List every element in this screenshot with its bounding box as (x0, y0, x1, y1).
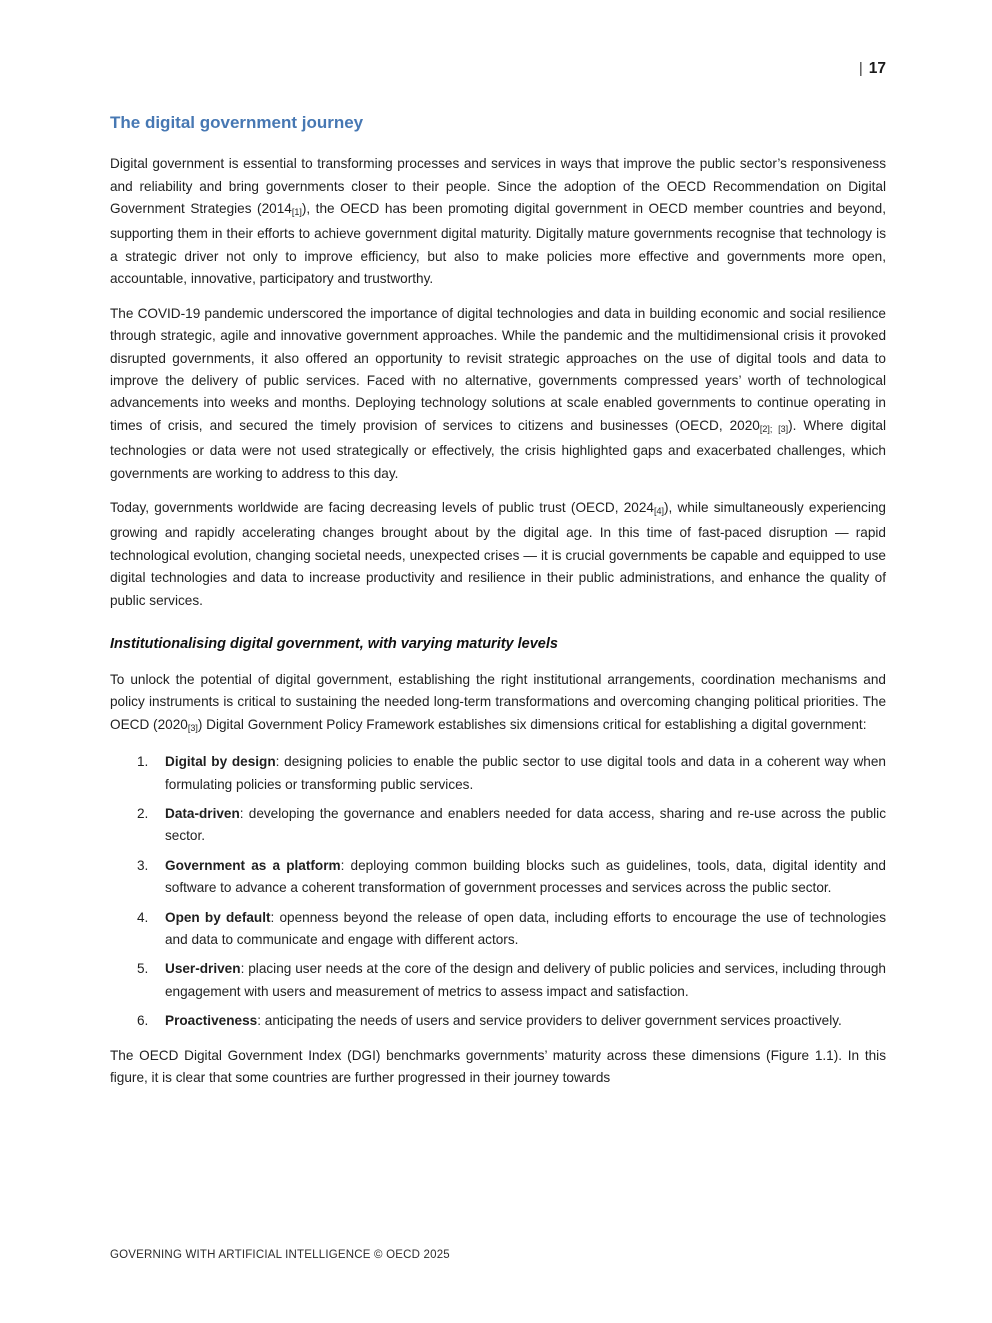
list-item-description: : deploying common building blocks such as guidelines, tools, data, digital identity and software to advance a coherent transformation of government processes and services across the public sector. (165, 857, 886, 896)
paragraph-text: ), while simultaneously experiencing growing and rapidly accelerating changes brought about by the digital age. In this time of fast-paced disruption — rapid technological evolution, changing societal needs, unexpected crises — it is crucial governments be capable and equipped to use digital technologies and data to increase productivity and resilience in their public administrations, and enhance the quality of public services. (110, 499, 886, 608)
paragraph-text: The COVID-19 pandemic underscored the importance of digital technologies and data in building economic and social resilience through strategic, agile and innovative government approaches. While the pandemic and the multidimensional crisis it provoked disrupted governments, it also offered an opportunity to revisit strategic approaches on the use of digital tools and data to improve the delivery of public services. Faced with no alternative, governments compressed years’ worth of technological advancements into weeks and months. Deploying technology solutions at scale enabled governments to continue operating in times of crisis, and secured the timely provision of services to citizens and businesses (OECD, 2020 (110, 305, 886, 433)
list-item-number: 5. (137, 961, 149, 977)
list-item-description: : developing the governance and enablers needed for data access, sharing and re-use across the public sector. (165, 806, 886, 844)
list-item (137, 803, 886, 848)
list-item (137, 855, 886, 900)
citation-ref: [4] (653, 505, 664, 516)
paragraph-text: ) Digital Government Policy Framework establishes six dimensions critical for establishing a digital government: (197, 716, 867, 732)
paragraph-text: To unlock the potential of digital government, establishing the right institutional arrangements, coordination mechanisms and policy instruments is critical to sustaining the needed long-term transformations and overcoming changing political priorities. The OECD (2020 (110, 671, 886, 732)
paragraph-intro (110, 153, 886, 290)
paragraph-text: The OECD Digital Government Index (DGI) benchmarks governments’ maturity across these dimensions (Figure 1.1). In this figure, it is clear that some countries are further progressed in their journey towards (110, 1047, 886, 1086)
page-number-separator: | (858, 60, 863, 77)
paragraph-framework (110, 669, 886, 739)
paragraph-trust (110, 497, 886, 612)
list-item-description: : openness beyond the release of open data, including efforts to encourage the use of technologies and data to communicate and engage with different actors. (165, 909, 886, 948)
paragraph-covid (110, 303, 886, 485)
list-item (137, 1010, 886, 1032)
list-item (137, 958, 886, 1003)
list-item-term: Data-driven (165, 806, 240, 821)
page-content (110, 0, 886, 1101)
citation-ref: [1] (291, 207, 302, 218)
citation-ref: [3] (187, 722, 198, 733)
citation-ref: [2]; [3] (759, 423, 789, 434)
page-footer: GOVERNING WITH ARTIFICIAL INTELLIGENCE © OECD 2025 (110, 1249, 450, 1261)
list-item-number: 1. (137, 754, 149, 770)
page-title: The digital government journey (110, 113, 364, 132)
list-item-term: Government as a platform (165, 857, 341, 873)
list-item-number: 4. (137, 909, 149, 925)
list-item-term: Proactiveness (165, 1013, 258, 1029)
list-item-number: 6. (137, 1013, 149, 1029)
paragraph-text: ). Where digital technologies or data were not used strategically or effectively, the crisis highlighted gaps and exacerbated challenges, which governments are working to address to this day. (110, 417, 886, 481)
paragraph-text: Digital government is essential to transforming processes and services in ways that improve the public sector’s responsiveness and reliability and bring governments closer to their people. Since the adoption of the OECD Recommendation on Digital Government Strategies (2014 (110, 156, 886, 217)
list-item-term: Open by default (165, 909, 271, 925)
list-item-number: 3. (137, 857, 149, 873)
list-item-term: User-driven (165, 961, 241, 977)
list-item (137, 751, 886, 796)
list-item-number: 2. (137, 806, 149, 821)
dimension-list (110, 751, 886, 1032)
paragraph-text: ), the OECD has been promoting digital government in OECD member countries and beyond, supporting them in their efforts to achieve government digital maturity. Digitally mature governments recognise that technology is a strategic driver not only to improve efficiency, but also to make policies more effective and governments more open, accountable, innovative, participatory and trustworthy. (110, 201, 886, 287)
list-item-description: : designing policies to enable the public sector to use digital tools and data in a coherent way when formulating policies or transforming public services. (165, 754, 886, 792)
page-number-value: 17 (868, 60, 886, 77)
section-subheading: Institutionalising digital government, with varying maturity levels (110, 635, 558, 652)
list-item-description: : placing user needs at the core of the design and delivery of public policies and services, including through engagement with users and measurement of metrics to assess impact and satisfaction. (165, 961, 886, 999)
list-item (137, 907, 886, 952)
list-item-description: : anticipating the needs of users and service providers to deliver government services proactively. (257, 1013, 842, 1029)
paragraph-dgi (110, 1045, 886, 1090)
list-item-term: Digital by design (165, 754, 276, 770)
paragraph-text: Today, governments worldwide are facing decreasing levels of public trust (OECD, 2024 (110, 499, 654, 515)
